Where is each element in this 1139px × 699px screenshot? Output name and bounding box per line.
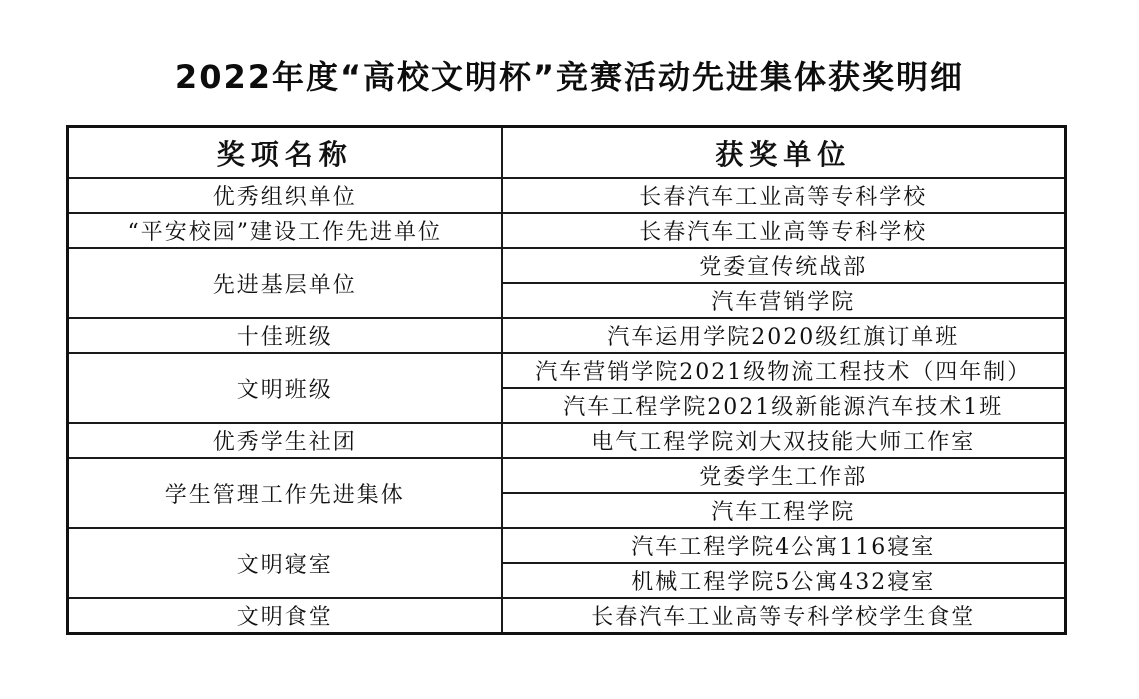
award-name-cell: 十佳班级 [68, 318, 502, 353]
award-name-cell: 优秀学生社团 [68, 423, 502, 458]
table-row [68, 318, 1066, 353]
award-name-cell: 先进基层单位 [68, 248, 502, 318]
winning-unit-cell: 汽车工程学院4公寓116寝室 [502, 528, 1066, 563]
winning-unit-cell: 汽车运用学院2020级红旗订单班 [502, 318, 1066, 353]
winning-unit-cell: 党委学生工作部 [502, 458, 1066, 493]
winning-unit-cell: 机械工程学院5公寓432寝室 [502, 563, 1066, 598]
award-name-cell: 优秀组织单位 [68, 178, 502, 213]
award-table [66, 125, 1067, 635]
table-row [68, 353, 1066, 388]
award-name-cell: 文明食堂 [68, 598, 502, 634]
winning-unit-cell: 党委宣传统战部 [502, 248, 1066, 283]
winning-unit-cell: 长春汽车工业高等专科学校 [502, 178, 1066, 213]
award-name-cell: “平安校园”建设工作先进单位 [68, 213, 502, 248]
winning-unit-cell: 汽车工程学院 [502, 493, 1066, 528]
table-row [68, 528, 1066, 563]
winning-unit-cell: 长春汽车工业高等专科学校 [502, 213, 1066, 248]
header-winning-unit: 获奖单位 [502, 127, 1066, 179]
header-award-name: 奖项名称 [68, 127, 502, 179]
winning-unit-cell: 汽车工程学院2021级新能源汽车技术1班 [502, 388, 1066, 423]
winning-unit-cell: 电气工程学院刘大双技能大师工作室 [502, 423, 1066, 458]
table-row [68, 178, 1066, 213]
page-title: 2022年度“高校文明杯”竞赛活动先进集体获奖明细 [174, 58, 965, 96]
table-row [68, 248, 1066, 283]
winning-unit-cell: 长春汽车工业高等专科学校学生食堂 [502, 598, 1066, 634]
table-header-row [68, 127, 1066, 179]
table-row [68, 458, 1066, 493]
table-row [68, 213, 1066, 248]
winning-unit-cell: 汽车营销学院 [502, 283, 1066, 318]
winning-unit-cell: 汽车营销学院2021级物流工程技术（四年制） [502, 353, 1066, 388]
table-row [68, 598, 1066, 634]
award-name-cell: 文明寝室 [68, 528, 502, 598]
table-row [68, 423, 1066, 458]
award-name-cell: 学生管理工作先进集体 [68, 458, 502, 528]
award-name-cell: 文明班级 [68, 353, 502, 423]
